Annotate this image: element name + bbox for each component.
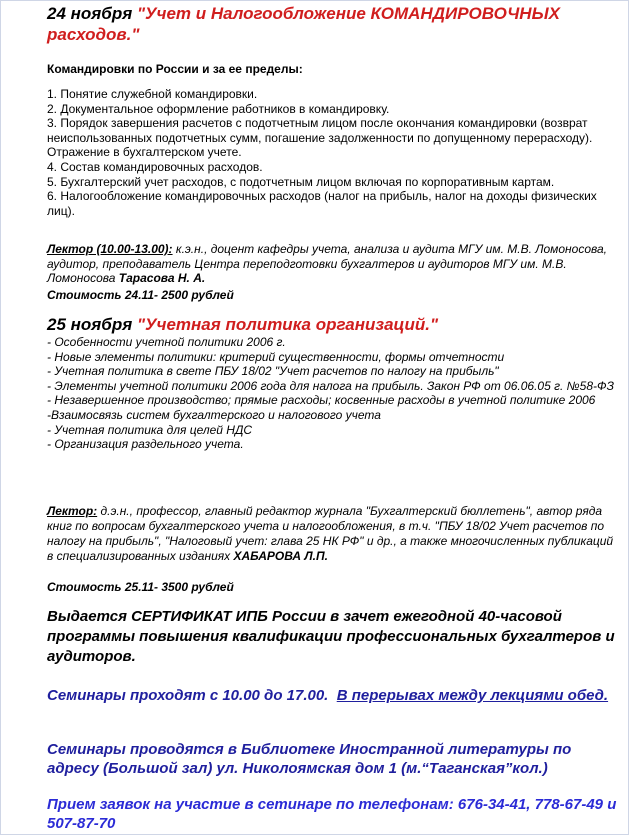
lecturer-description: д.э.н., профессор, главный редактор журнала "Бухгалтерский бюллетень", автор ряда книг по вопросам бухгалтерского учета и налогообложения, в т.ч. "ПБУ 18/02 <box>47 504 603 533</box>
list-item: 6. Налогообложение командировочных расходов (налог на прибыль, налог на доходы физических лиц). <box>47 189 597 218</box>
lecturer-description-cont: Учет расчетов по налогу на прибыль", "Налоговый учет: глава 25 НК РФ" и др., а также многочисленных публикаций в специализированных изданиях <box>47 519 614 563</box>
seminar1-title: "Учет и Налогообложение КОМАНДИРОВОЧНЫХ расходов." <box>47 4 560 44</box>
list-item: - Организация раздельного учета. <box>47 437 244 452</box>
venue-note: Семинары проводятся в Библиотеке Иностранной литературы по адресу (Большой зал) ул. Николоямская дом 1 (м.“Таганская”кол.) <box>47 741 572 777</box>
seminar1-date: 24 ноября <box>47 4 133 23</box>
list-item: 2. Документальное оформление работников в командировку. <box>47 101 390 116</box>
list-item: - Незавершенное производство; прямые расходы; косвенные расходы в учетной политике 2006 <box>47 393 596 408</box>
seminar2-heading <box>47 315 438 335</box>
list-item: 1. Понятие служебной командировки. <box>47 87 258 101</box>
seminar2-price: Стоимость 25.11- 3500 рублей <box>47 580 234 594</box>
seminar1-lecturer <box>47 242 607 286</box>
schedule-lunch: В перерывах между лекциями обед. <box>336 687 609 704</box>
seminar1-subtitle: Командировки по России и за ее пределы: <box>47 62 303 76</box>
list-item: - Элементы учетной политики 2006 года для налога на прибыль. Закон РФ от 06.06.05 г. №58-ФЗ <box>47 378 614 393</box>
seminar2-topic-list <box>47 335 622 452</box>
seminar1-heading <box>47 3 622 45</box>
schedule-note <box>47 686 622 705</box>
list-item: - Особенности учетной политики 2006 г. <box>47 335 286 349</box>
lecturer-name: Тарасова Н. А. <box>118 271 206 285</box>
seminar2-title: "Учетная политика организаций." <box>136 315 439 334</box>
schedule-hours: Семинары проходят с 10.00 до 17.00. <box>47 687 329 704</box>
certificate-note: Выдается СЕРТИФИКАТ ИПБ России в зачет ежегодной 40-часовой программы повышения квалификации профессиональных бухгалтеров и аудиторов. <box>47 608 615 665</box>
list-item: 5. Бухгалтерский учет расходов, с подотчетным лицом включая по корпоративным картам. <box>47 174 555 189</box>
lecturer-name: ХАБАРОВА Л.П. <box>233 549 328 563</box>
list-item: 4. Состав командировочных расходов. <box>47 159 263 174</box>
seminar1-price: Стоимость 24.11- 2500 рублей <box>47 288 234 302</box>
lecturer-label: Лектор (10.00-13.00): <box>47 242 173 256</box>
list-item: 3. Порядок завершения расчетов с подотчетным лицом после окончания командировки (возврат неиспользованных подотчетных сумм, погашение задолженности по допущенному перерасходу). Отражение в бухгалтерском учете. <box>47 116 593 160</box>
seminar1-topic-list <box>47 87 622 218</box>
seminar2-lecturer <box>47 504 617 564</box>
list-item: - Новые элементы политики: критерий существенности, формы отчетности <box>47 349 505 364</box>
phone-note: Прием заявок на участие в сетинаре по телефонам: 676-34-41, 778-67-49 и 507-87-70 <box>47 796 617 832</box>
list-item: - Учетная политика в свете ПБУ 18/02 "Учет расчетов по налогу на прибыль" <box>47 364 499 379</box>
list-item: -Взаимосвязь систем бухгалтерского и налогового учета <box>47 407 381 422</box>
seminar2-date: 25 ноября <box>47 315 133 334</box>
lecturer-description: к.э.н., доцент кафедры учета, анализа и аудита МГУ им. М.В. Ломоносова, аудитор, преподаватель Центра переподготовки бухгалтеров и аудиторов МГУ им. М.В. Ломоносова <box>47 242 607 285</box>
lecturer-label: Лектор: <box>47 504 98 518</box>
list-item: - Учетная политика для целей НДС <box>47 422 253 437</box>
